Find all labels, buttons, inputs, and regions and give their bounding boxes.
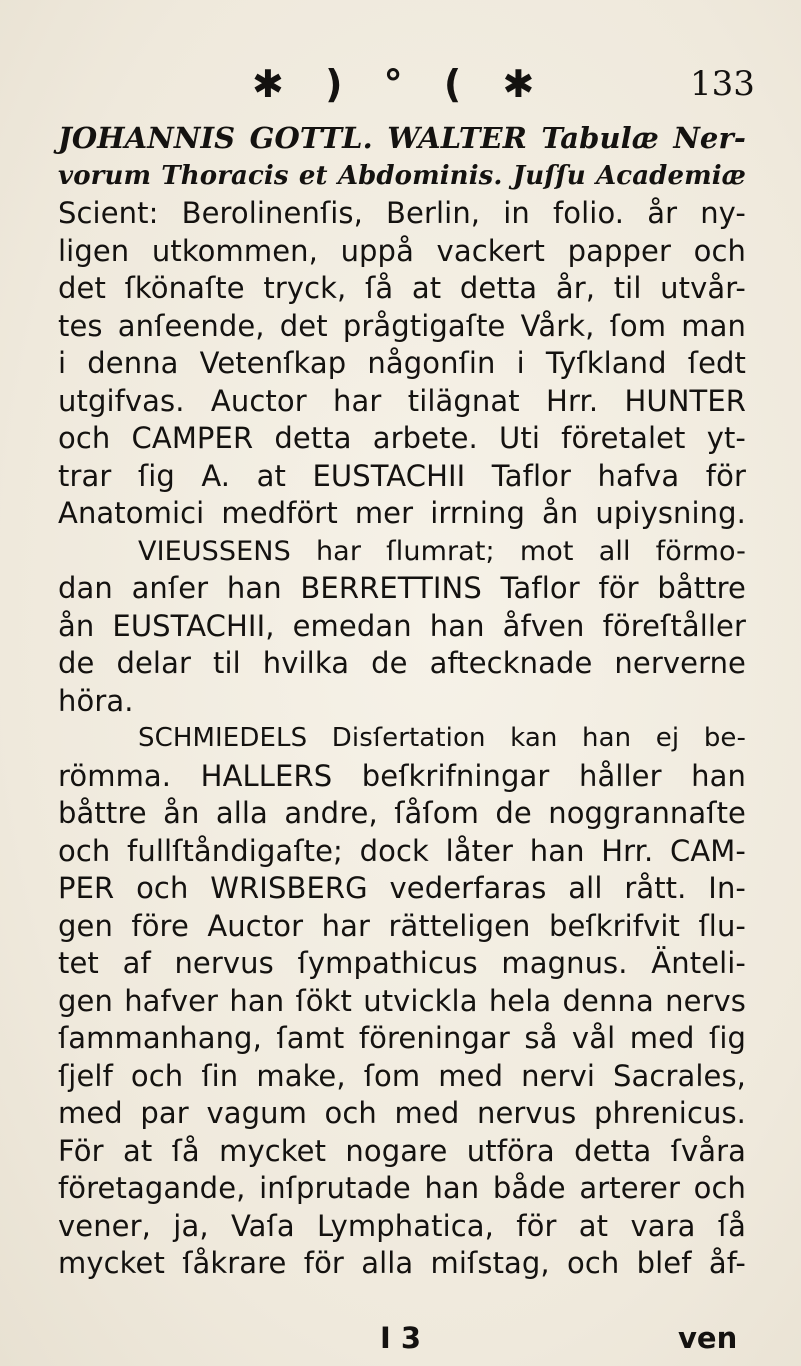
text-line: det ſkönaſte tryck, ſå at detta år, til utvår- bbox=[58, 271, 746, 305]
text-line: ån EUSTACHII, emedan han åfven föreſtåller bbox=[58, 608, 746, 643]
text-line: utgifvas. Auctor har tilägnat Hrr. HUNTER bbox=[58, 383, 746, 418]
text-line: vorum Thoracis et Abdominis. Juſſu Academiæ bbox=[58, 160, 746, 191]
text-line: ſjelf och ſin make, ſom med nervi Sacrales, bbox=[58, 1058, 746, 1093]
text-line: vener, ja, Vaſa Lymphatica, för at vara ſå bbox=[58, 1208, 746, 1243]
text-line: dan anſer han BERRETTINS Taflor för båttre bbox=[58, 571, 746, 605]
text-line: och CAMPER detta arbete. Uti företalet yt- bbox=[58, 421, 746, 455]
signature-mark: I 3 bbox=[380, 1321, 422, 1355]
text-line: Scient: Berolinenſis, Berlin, in folio. år ny- bbox=[58, 196, 746, 230]
text-line: Anatomici medfört mer irrning ån upiysning. bbox=[58, 496, 746, 530]
text-line: företagande, inſprutade han både arterer och bbox=[58, 1171, 746, 1205]
text-line: med par vagum och med nervus phrenicus. bbox=[58, 1096, 746, 1130]
text-line: ſammanhang, ſamt föreningar så vål med ſig bbox=[58, 1021, 746, 1055]
text-line: gen före Auctor har rätteligen beſkrifvit ſlu- bbox=[58, 908, 746, 943]
running-header bbox=[0, 60, 801, 108]
text-line: och fullſtåndigaſte; dock låter han Hrr. CAM- bbox=[58, 833, 746, 868]
text-line: VIEUSSENS har ſlumrat; mot all förmo- bbox=[138, 535, 746, 567]
text-line: i denna Vetenſkap någonſin i Tyſkland ſedt bbox=[58, 346, 746, 380]
text-line: ligen utkommen, uppå vackert papper och bbox=[58, 233, 746, 268]
text-line: SCHMIEDELS Disſertation kan han ej be- bbox=[138, 723, 746, 753]
text-line: höra. bbox=[58, 683, 134, 718]
text-line: de delar til hvilka de aftecknade nerverne bbox=[58, 646, 746, 680]
text-line: trar ſig A. at EUSTACHII Taflor hafva för bbox=[58, 458, 746, 493]
text-line: För at ſå mycket nogare utföra detta ſvåra bbox=[58, 1133, 746, 1168]
text-line: båttre ån alla andre, ſåſom de noggrannaſte bbox=[58, 796, 746, 830]
text-line: tet af nervus ſympathicus magnus. Änteli- bbox=[58, 946, 746, 980]
text-line: gen hafver han ſökt utvickla hela denna nervs bbox=[58, 983, 746, 1018]
text-line: tes anſeende, det prågtigaſte Vårk, ſom man bbox=[58, 308, 746, 343]
header-ornament: ✱ ) ° ( ✱ bbox=[252, 62, 549, 106]
catchword: ven bbox=[678, 1321, 738, 1355]
page-footer bbox=[0, 1318, 801, 1358]
page-number: 133 bbox=[690, 64, 755, 104]
text-line: PER och WRISBERG vederfaras all rått. In- bbox=[58, 871, 746, 905]
text-line: mycket ſåkrare för alla miſstag, och blef åf- bbox=[58, 1246, 746, 1280]
text-line: römma. HALLERS beſkrifningar håller han bbox=[58, 758, 746, 793]
text-line: JOHANNIS GOTTL. WALTER Tabulæ Ner- bbox=[58, 121, 746, 155]
body-text bbox=[58, 120, 746, 1283]
